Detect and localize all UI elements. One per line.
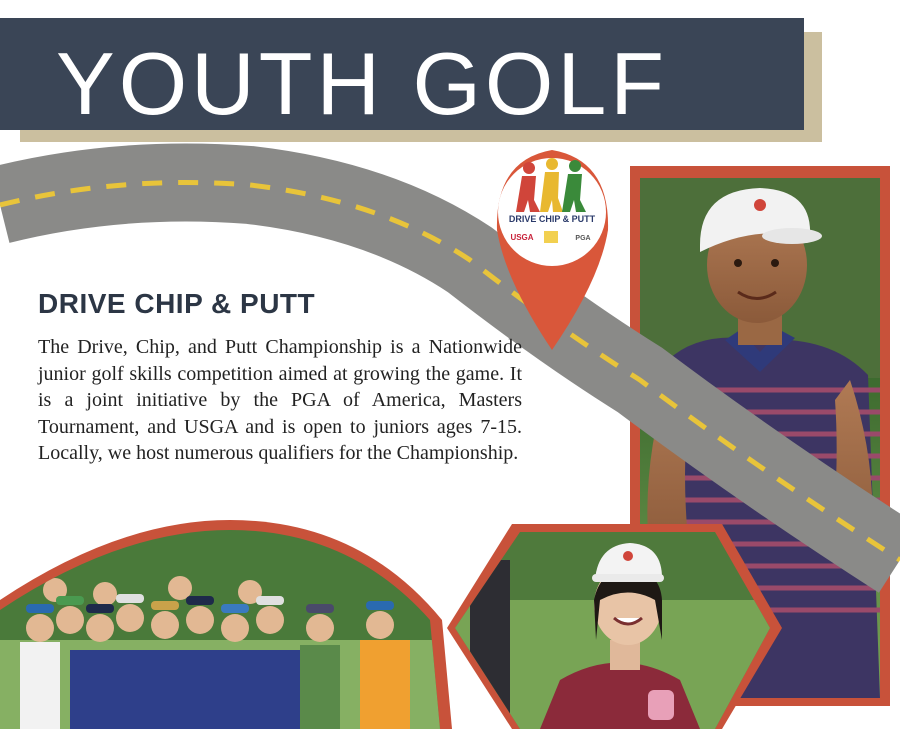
section-body: The Drive, Chip, and Putt Championship is a Nationwide junior golf skills competition aimed at growing the game. It is a joint initiative by the PGA of America, Masters Tournament, and USGA and is open to juniors ages 7-15. Locally, we host numerous qualifiers for the Championship. — [38, 336, 522, 464]
group-photo — [0, 520, 452, 729]
pga-logo-text: PGA — [575, 235, 591, 242]
usga-logo-text: USGA — [510, 233, 534, 242]
section-title: DRIVE CHIP & PUTT — [38, 288, 316, 319]
girl-photo — [447, 524, 782, 729]
logo-wordmark: DRIVE CHIP & PUTT — [508, 214, 596, 224]
page-title: YOUTH GOLF — [56, 34, 669, 133]
